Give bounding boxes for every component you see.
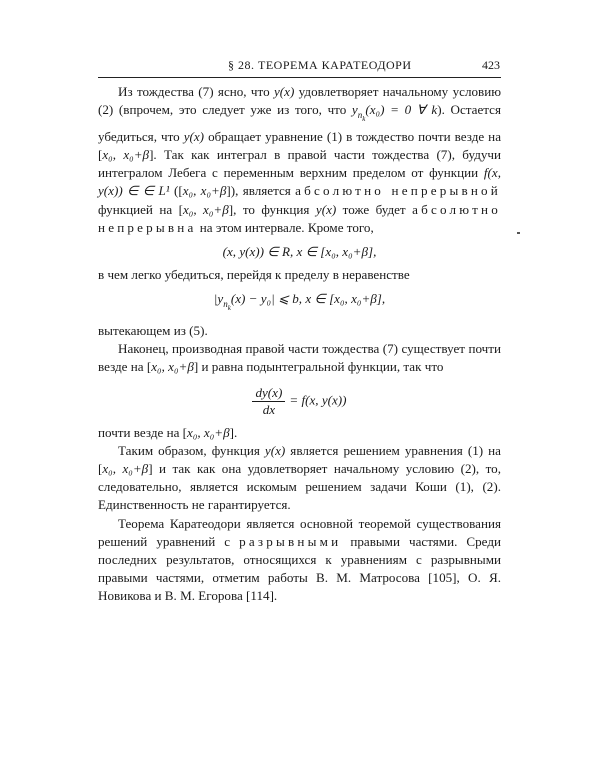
- text: ], то функция: [228, 201, 316, 217]
- paragraph-2: в чем легко убедиться, перейдя к пределу в неравенстве: [98, 267, 410, 283]
- math-inline: x₀, x₀+β: [187, 424, 230, 440]
- spaced-emphasis: разрывными: [239, 533, 342, 549]
- paragraph-4: [98, 340, 501, 376]
- text: почти везде на [: [98, 424, 188, 440]
- text: ). Остается убедиться, что: [98, 102, 501, 144]
- math-inline: x₀, x₀+β: [151, 359, 194, 375]
- math-inline: y(x): [183, 128, 205, 144]
- math-subscript: k: [362, 114, 366, 123]
- paragraph-6: [98, 442, 501, 515]
- derivative-fraction: [252, 385, 285, 418]
- text: является решением уравнения (1) на [: [98, 442, 501, 477]
- page-body: [98, 83, 501, 606]
- paragraph-1: [98, 83, 501, 237]
- paragraph-5: [98, 424, 501, 442]
- math-symbol: (x₀) = 0 ∀ k: [365, 102, 438, 118]
- text: Наконец, производная правой части тождества (7) существует почти везде на [: [98, 341, 501, 375]
- math-symbol: (x) − y₀| ⩽ b, x ∈ [x₀, x₀+β],: [230, 291, 386, 307]
- paragraph-3: вытекающем из (5).: [98, 323, 208, 339]
- math-subscript: [223, 299, 231, 312]
- math-inline: x₀, x₀+β: [102, 147, 150, 163]
- text: правыми частями. Среди последних результатов, относящихся к уравнениям с разрывными правыми частями, отметим работы В. М. Матросова [105], О. Я. Новикова и В. М. Егорова [114].: [98, 533, 501, 604]
- math-inline: [351, 102, 438, 123]
- math-symbol: n: [357, 109, 363, 120]
- text: Из тождества (7) ясно, что: [118, 84, 274, 99]
- text: ] и так как она удовлетворяет начальному условию (2), то, следовательно, является искомым решением задачи Коши (1), (2). Единственность не гарантируется.: [98, 461, 501, 513]
- formula-3: [98, 385, 501, 418]
- math-symbol: y: [351, 102, 358, 118]
- math-symbol: |y: [213, 291, 224, 307]
- formula-2: [98, 290, 501, 317]
- text: функцией на [: [98, 201, 183, 217]
- text: ] и равна подынтегральной функции, так что: [193, 359, 444, 375]
- spaced-emphasis: абсолютно непрерывна: [98, 201, 501, 235]
- text: обращает уравнение (1) в тождество почти везде на [: [98, 128, 502, 163]
- text: удовлетворяет начальному условию (2) (впрочем, это следует уже из того, что: [98, 84, 501, 118]
- math-inline: x₀, x₀+β: [102, 461, 149, 477]
- text: ]), является: [226, 183, 296, 199]
- paragraph-7: [98, 515, 501, 606]
- header-rule: [98, 77, 501, 78]
- math-inline: f(x, y(x)) ∈ ∈ L¹: [98, 165, 501, 199]
- text: ([: [169, 183, 183, 199]
- math-inline: y(x): [315, 201, 337, 217]
- fraction-numerator: dy(x): [252, 385, 285, 402]
- math-inline: y(x): [273, 84, 295, 99]
- text: Таким образом, функция: [118, 442, 265, 458]
- text: ].: [229, 424, 238, 440]
- fraction-denominator: dx: [262, 401, 276, 417]
- spaced-emphasis: абсолютно непрерывной: [295, 183, 502, 199]
- math-inline: y(x): [264, 442, 286, 458]
- scan-speck: [517, 232, 520, 234]
- text: ]. Так как интеграл в правой части тождества (7), будучи интегралом Лебега с переменным верхним пределом от функции: [98, 147, 501, 181]
- math-subscript: k: [227, 303, 231, 312]
- section-title: § 28. ТЕОРЕМА КАРАТЕОДОРИ: [228, 58, 412, 72]
- text: Теорема Каратеодори является основной теоремой существования решений уравнений с: [98, 515, 501, 549]
- running-head: [98, 58, 500, 73]
- math-symbol: n: [223, 299, 228, 310]
- text: на этом интервале. Кроме того,: [196, 219, 374, 235]
- formula-rhs: = f(x, y(x)): [289, 392, 347, 408]
- formula-1: (x, y(x)) ∈ R, x ∈ [x₀, x₀+β],: [222, 244, 377, 260]
- text: тоже будет: [336, 201, 413, 217]
- page-number: 423: [482, 58, 500, 72]
- math-inline: x₀, x₀+β: [182, 183, 227, 199]
- math-inline: x₀, x₀+β: [182, 201, 229, 217]
